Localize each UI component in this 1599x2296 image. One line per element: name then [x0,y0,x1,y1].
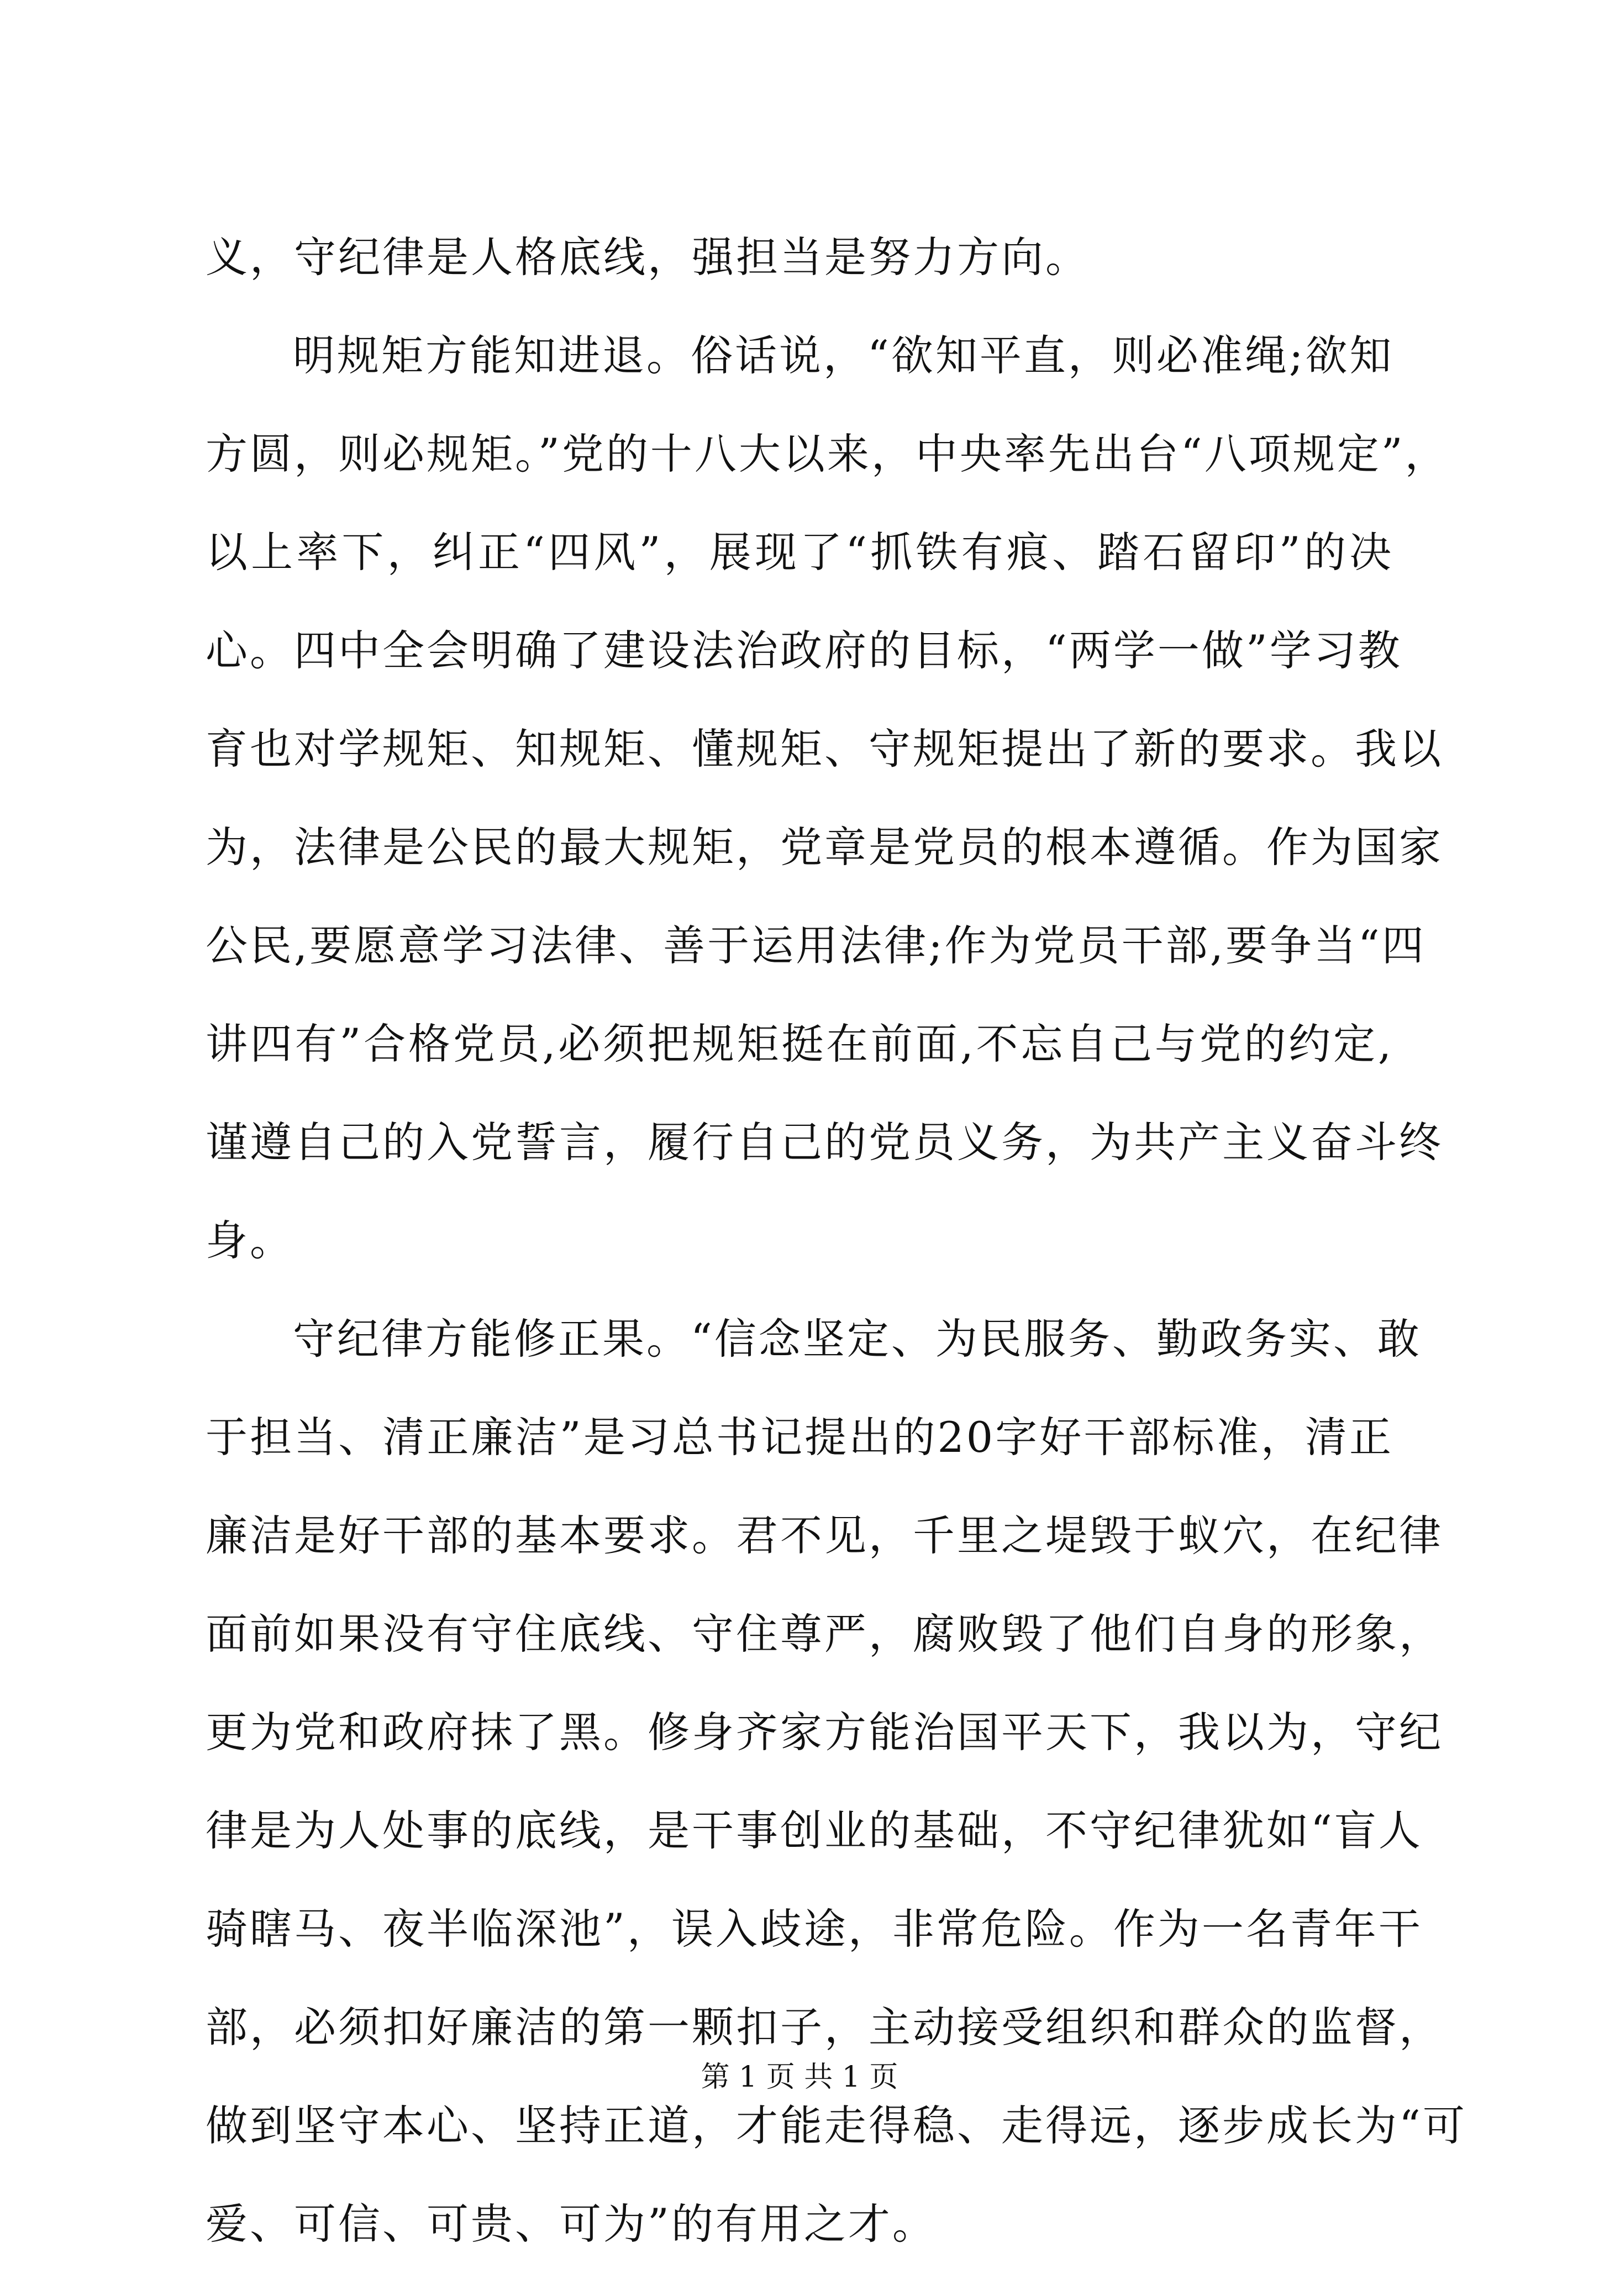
text-line: 义，守纪律是人格底线，强担当是努力方向。 [206,233,1090,282]
text-line: 律是为人处事的底线，是干事创业的基础，不守纪律犹如“盲人 [206,1806,1423,1855]
text-line: 心。四中全会明确了建设法治政府的目标，“两学一做”学习教 [206,626,1402,675]
text-line: 部，必须扣好廉洁的第一颗扣子，主动接受组织和群众的监督， [206,2003,1443,2052]
document-body [206,231,1467,2296]
text-line: 做到坚守本心、坚持正道，才能走得稳、走得远，逐步成长为“可 [206,2101,1467,2150]
text-line: 谨遵自己的入党誓言，履行自己的党员义务，为共产主义奋斗终 [206,1118,1443,1167]
text-line: 明规矩方能知进退。俗话说，“欲知平直，则必准绳;欲知 [293,331,1394,380]
text-line: 方圆，则必规矩。”党的十八大以来，中央率先出台“八项规定”， [206,429,1449,478]
text-line: 为，法律是公民的最大规矩，党章是党员的根本遵循。作为国家 [206,823,1443,872]
text-line: 守纪律方能修正果。“信念坚定、为民服务、勤政务实、敢 [293,1314,1422,1363]
text-line: 廉洁是好干部的基本要求。君不见，千里之堤毁于蚁穴，在纪律 [206,1511,1443,1560]
text-line: 爱、可信、可贵、可为”的有用之才。 [206,2199,937,2248]
text-line: 以上率下，纠正“四风”，展现了“抓铁有痕、踏石留印”的决 [206,528,1393,577]
text-line: 公民,要愿意学习法律、善于运用法律;作为党员干部,要争当“四 [206,921,1426,970]
text-line: 更为党和政府抹了黑。修身齐家方能治国平天下，我以为，守纪 [206,1708,1443,1757]
text-line: 育也对学规矩、知规矩、懂规矩、守规矩提出了新的要求。我以 [206,724,1443,773]
text-line: 讲四有”合格党员,必须把规矩挺在前面,不忘自己与党的约定, [206,1019,1393,1068]
text-line: 于担当、清正廉洁”是习总书记提出的20字好干部标准，清正 [206,1413,1393,1462]
text-line: 身。 [206,1216,294,1265]
text-line: 骑瞎马、夜半临深池”，误入歧途，非常危险。作为一名青年干 [206,1904,1423,1953]
text-line: 面前如果没有守住底线、守住尊严，腐败毁了他们自身的形象， [206,1609,1443,1658]
page-footer: 第 1 页 共 1 页 [701,2061,898,2094]
